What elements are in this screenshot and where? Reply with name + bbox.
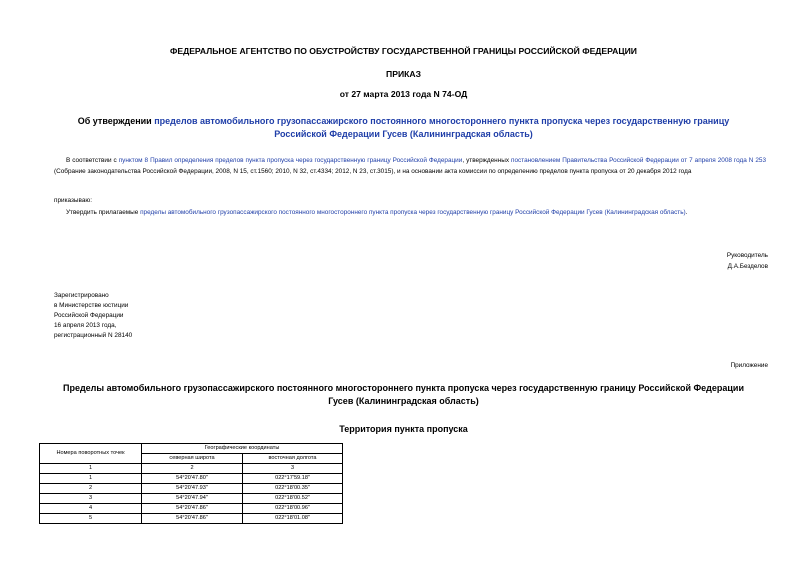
latitude-value: 54°20'47.86" xyxy=(142,514,243,524)
point-number: 3 xyxy=(40,494,142,504)
table-row xyxy=(40,474,343,484)
longitude-header: восточная долгота xyxy=(243,454,343,464)
point-number: 1 xyxy=(40,474,142,484)
rules-link[interactable]: пунктом 8 Правил определения пределов пункта пропуска через государственную границу Российской Федерации xyxy=(118,157,463,164)
appendix-link[interactable]: пределы автомобильного грузопассажирского постоянного многостороннего пункта пропуска через государственную границу Российской Федерации Гусев (Калининградская область) xyxy=(140,209,686,216)
registration-line: в Министерстве юстиции xyxy=(54,302,129,309)
table-row xyxy=(40,514,343,524)
document-title xyxy=(52,115,755,141)
table-header-row xyxy=(40,444,343,454)
column-number: 2 xyxy=(142,464,243,474)
title-prefix: Об утверждении xyxy=(77,116,155,126)
agency-heading: ФЕДЕРАЛЬНОЕ АГЕНТСТВО ПО ОБУСТРОЙСТВУ ГОСУДАРСТВЕННОЙ ГРАНИЦЫ РОССИЙСКОЙ ФЕДЕРАЦИИ xyxy=(170,46,637,56)
longitude-value: 022°18'00.96" xyxy=(243,504,343,514)
government-decree-link[interactable]: постановлением Правительства Российской Федерации от 7 апреля 2008 года N 253 xyxy=(511,157,766,164)
coordinates-header: Географические координаты xyxy=(142,444,343,454)
point-number: 5 xyxy=(40,514,142,524)
table-row xyxy=(40,504,343,514)
title-link[interactable]: пределов автомобильного грузопассажирского постоянного многостороннего пункта пропуска через государственную границу Российской Федерации Гусев (Калининградская область) xyxy=(154,116,730,139)
longitude-value: 022°18'01.08" xyxy=(243,514,343,524)
signer-name: Д.А.Безделов xyxy=(727,263,768,270)
point-number-header: Номера поворотных точек xyxy=(40,444,142,464)
document-type: ПРИКАЗ xyxy=(386,69,421,79)
registration-line: Зарегистрировано xyxy=(54,292,109,299)
column-number: 3 xyxy=(243,464,343,474)
registration-line: 16 апреля 2013 года, xyxy=(54,322,117,329)
preamble-text-3: (Собрание законодательства Российской Федерации, 2008, N 15, ст.1560; 2010, N 32, ст.4334; 2012, N 23, ст.3015), и на основании акта комиссии по определению пределов пункта пропуска от 20 декабря 2012 года xyxy=(54,168,692,175)
order-text-2: . xyxy=(685,209,688,216)
coordinates-table xyxy=(39,443,343,524)
section-title: Территория пункта пропуска xyxy=(339,424,468,434)
latitude-value: 54°20'47.80" xyxy=(142,474,243,484)
order-paragraph xyxy=(54,207,766,218)
longitude-value: 022°18'00.52" xyxy=(243,494,343,504)
point-number: 4 xyxy=(40,504,142,514)
document-date-number: от 27 марта 2013 года N 74-ОД xyxy=(339,89,468,99)
point-number: 2 xyxy=(40,484,142,494)
latitude-value: 54°20'47.93" xyxy=(142,484,243,494)
registration-block xyxy=(54,291,132,341)
registration-line: Российской Федерации xyxy=(54,312,124,319)
appendix-title: Пределы автомобильного грузопассажирского постоянного многостороннего пункта пропуска через государственную границу Российской Федерации Гусев (Калининградская область) xyxy=(62,383,744,406)
longitude-value: 022°18'00.35" xyxy=(243,484,343,494)
latitude-header: северная широта xyxy=(142,454,243,464)
registration-line: регистрационный N 28140 xyxy=(54,332,133,339)
table-column-numbers-row xyxy=(40,464,343,474)
longitude-value: 022°17'59.18" xyxy=(243,474,343,484)
preamble-text-2: , утвержденных xyxy=(462,157,512,164)
appendix-label: Приложение xyxy=(730,362,768,369)
table-row xyxy=(40,494,343,504)
table-row xyxy=(40,484,343,494)
signer-position: Руководитель xyxy=(726,252,768,259)
preamble-text-1: В соответствии с xyxy=(66,157,119,164)
latitude-value: 54°20'47.86" xyxy=(142,504,243,514)
latitude-value: 54°20'47.94" xyxy=(142,494,243,504)
order-text-1: Утвердить прилагаемые xyxy=(66,209,141,216)
column-number: 1 xyxy=(40,464,142,474)
signature-block xyxy=(727,250,768,272)
order-word: приказываю: xyxy=(54,197,92,204)
preamble-paragraph xyxy=(54,155,766,177)
